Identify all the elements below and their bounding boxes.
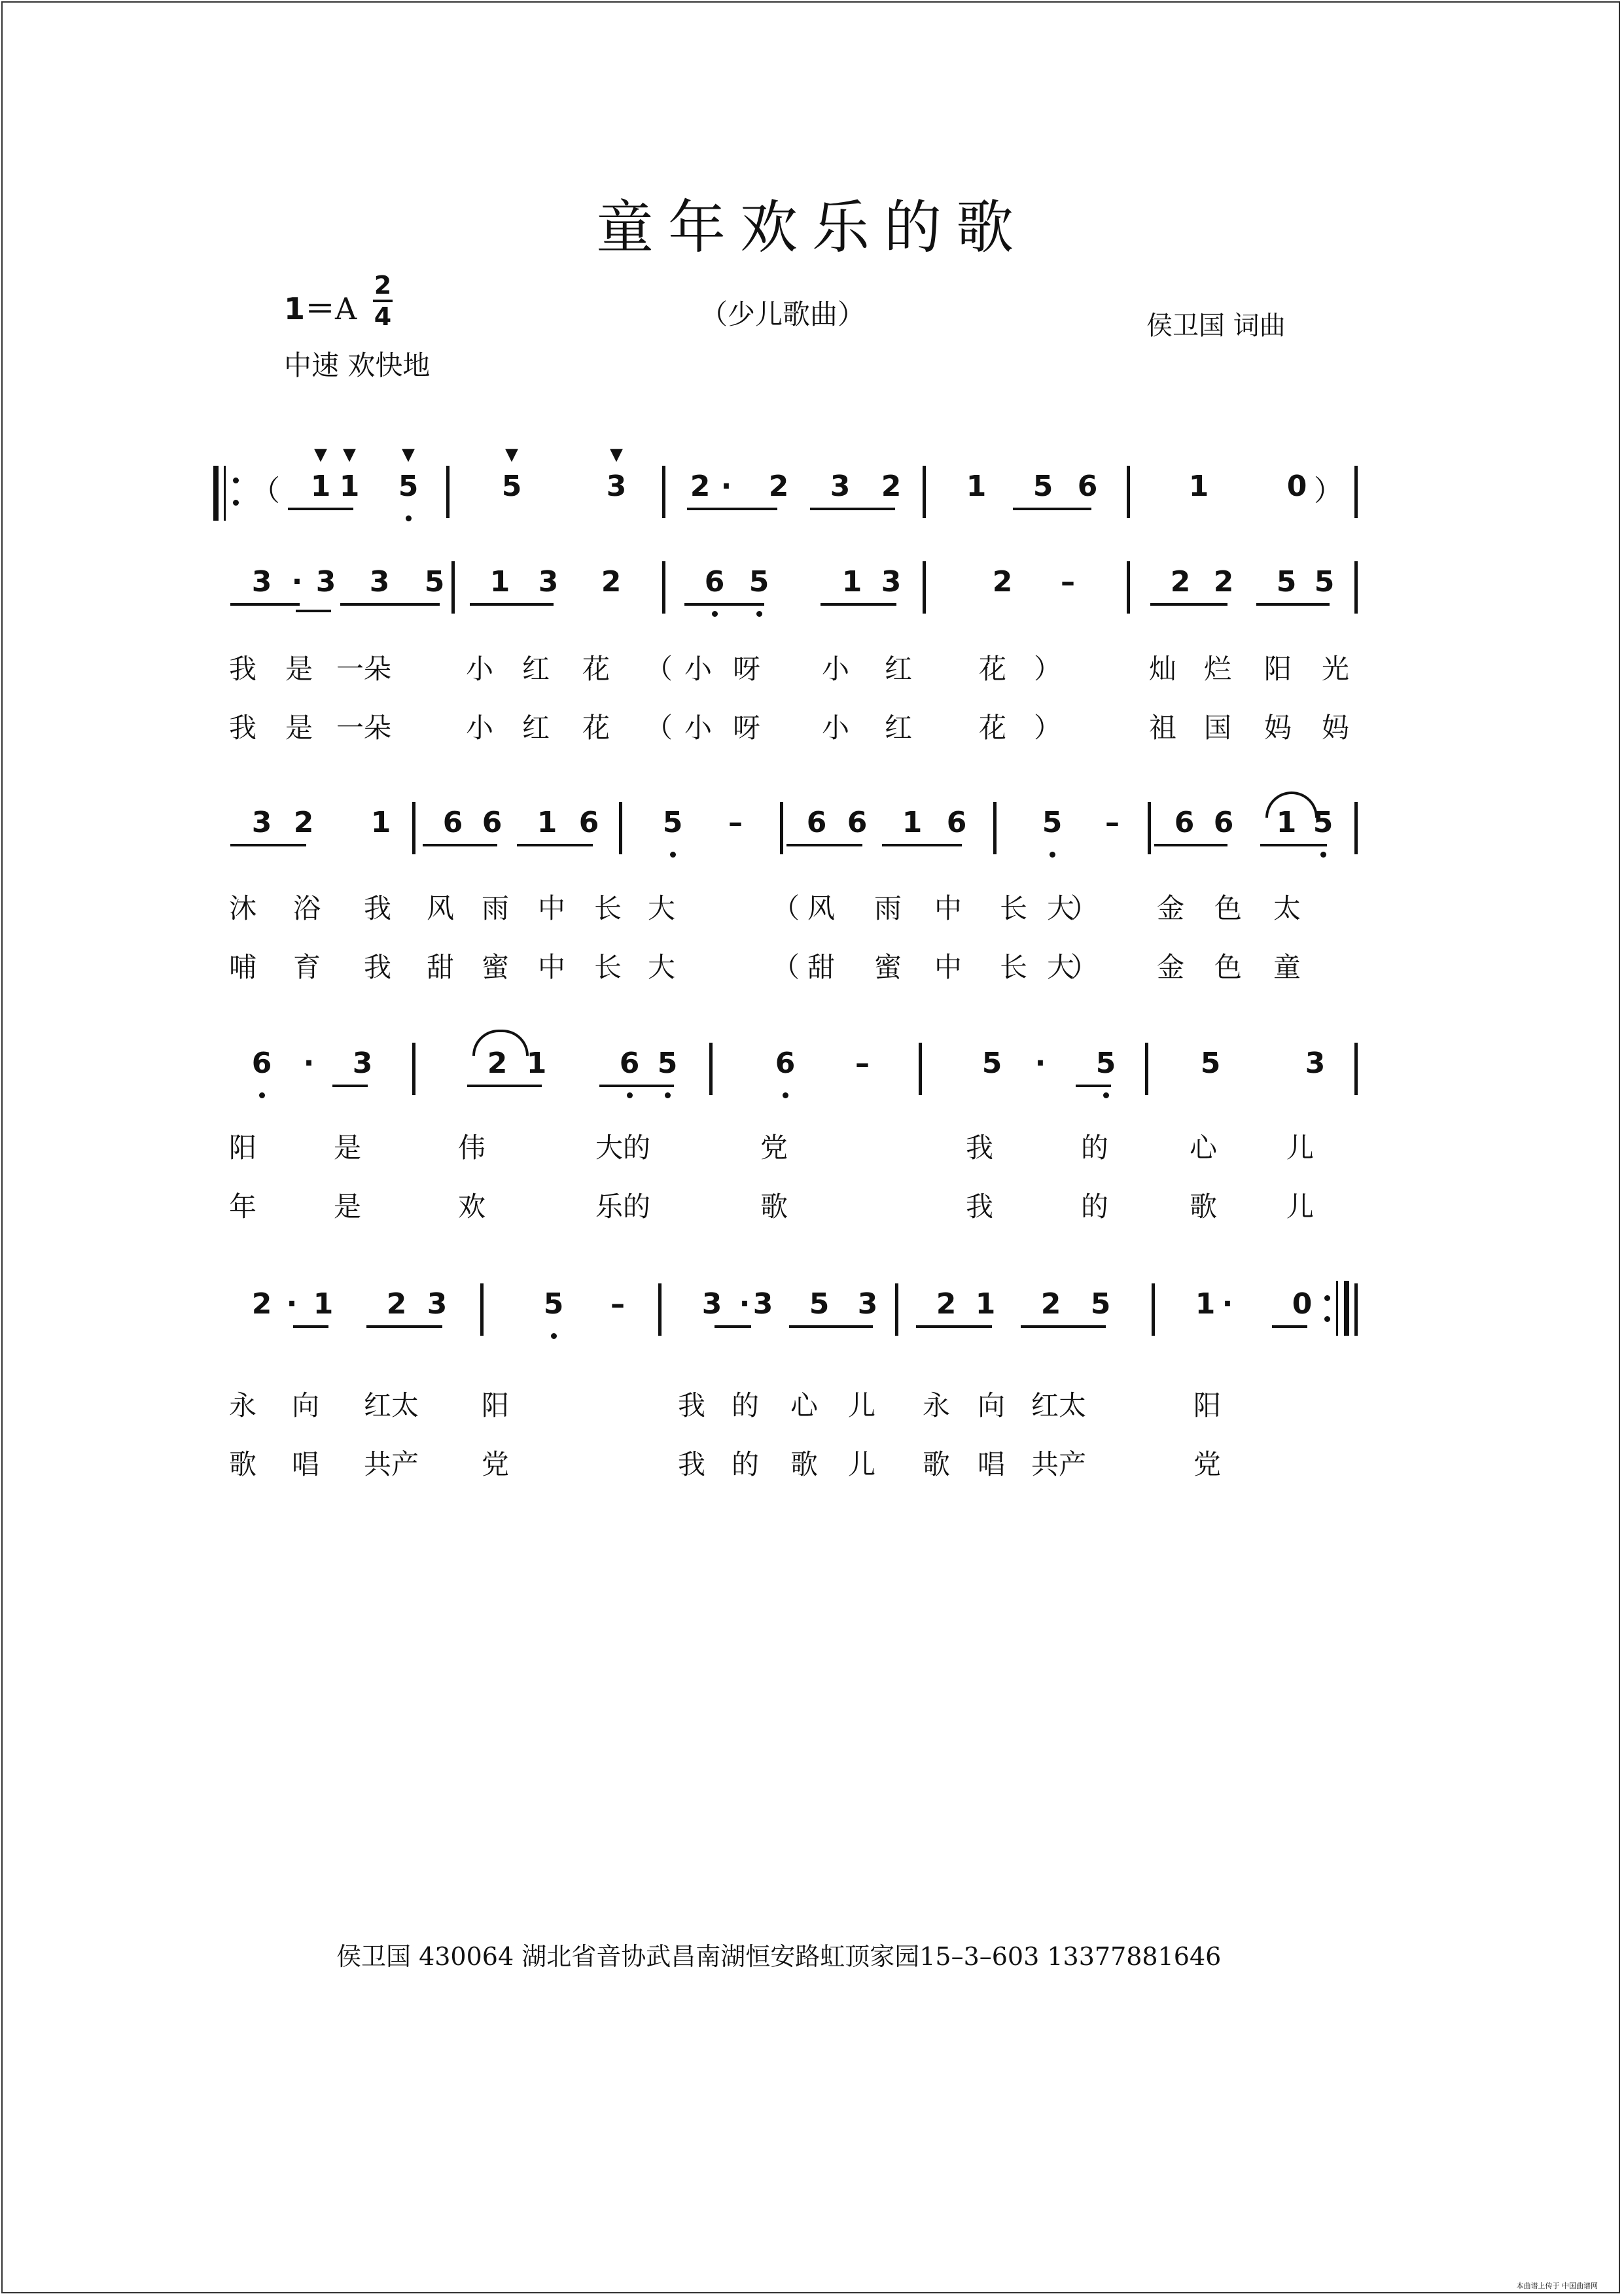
note: – [1061, 565, 1075, 599]
lyric-syllable: 光 [1322, 653, 1350, 685]
lyric-syllable: 小 [684, 653, 713, 685]
note: 5 [1276, 565, 1297, 599]
note: 6 [619, 1047, 640, 1080]
note: 5 [662, 806, 683, 839]
lyric-syllable: 共产 [1031, 1448, 1087, 1480]
note: 6 [1213, 806, 1234, 839]
note: 3 [606, 470, 627, 503]
note: 3 [830, 470, 851, 503]
note: 1 [1188, 470, 1209, 503]
lyric-syllable: 儿 [1286, 1191, 1315, 1223]
lyric-syllable: 心 [790, 1389, 819, 1421]
beam-underline [1021, 1325, 1106, 1328]
beam-underline [1076, 1085, 1111, 1087]
lyric-syllable: 歌 [790, 1448, 819, 1480]
lyric-syllable: 灿 [1149, 653, 1177, 685]
lyric-syllable: 一朵 [336, 712, 392, 744]
beam-underline [789, 1325, 873, 1328]
octave-dot [406, 515, 412, 521]
lyric-syllable: 妈 [1264, 712, 1292, 744]
note: 2 [487, 1047, 508, 1080]
lyric-syllable: 我 [229, 653, 257, 685]
note: 5 [1313, 806, 1333, 839]
note: 2 [251, 1287, 272, 1321]
lyric-syllable: 唱 [978, 1448, 1006, 1480]
octave-dot [712, 611, 718, 617]
note: 5 [501, 470, 522, 503]
note: 3 [369, 565, 390, 599]
note: 2 [1040, 1287, 1061, 1321]
lyric-syllable: 小 [466, 653, 494, 685]
end-bar-thin [1336, 1281, 1338, 1336]
accent-mark: ▼ [343, 445, 356, 464]
beam-underline-double [296, 610, 331, 612]
time-signature [373, 272, 393, 330]
lyric-syllable: 我 [364, 892, 392, 924]
note: 3 [427, 1287, 448, 1321]
barline [1145, 1043, 1148, 1095]
note: 3 [315, 565, 336, 599]
note: 5 [1042, 806, 1063, 839]
beam-underline [332, 1085, 368, 1087]
note: 2 [293, 806, 314, 839]
repeat-dot [233, 478, 239, 483]
author-credit: 侯卫国 词曲 [1146, 311, 1286, 341]
note: 6 [847, 806, 868, 839]
note: 3 [538, 565, 559, 599]
lyric-syllable: 我 [966, 1191, 994, 1223]
note: – [1105, 806, 1120, 839]
lyric-syllable: 色 [1214, 892, 1243, 924]
lyric-syllable: 我 [229, 712, 257, 744]
lyric-syllable: 阳 [229, 1132, 257, 1164]
lyric-syllable: 歌 [229, 1448, 257, 1480]
note: 6 [1077, 470, 1098, 503]
note: 5 [1314, 565, 1335, 599]
barline [619, 802, 622, 854]
lyric-syllable: （ [772, 892, 800, 924]
lyric-syllable: 太 [1273, 892, 1301, 924]
barline [1354, 561, 1358, 614]
lyric-syllable: 小 [822, 653, 850, 685]
note: 1 [975, 1287, 996, 1321]
lyric-syllable: 的 [732, 1448, 760, 1480]
note: · [1034, 1047, 1046, 1080]
repeat-bar-thick [213, 466, 219, 521]
lyric-syllable: 甜 [807, 951, 836, 983]
barline [1354, 1283, 1358, 1336]
lyric-syllable: 阳 [1193, 1389, 1222, 1421]
lyric-syllable: 的 [732, 1389, 760, 1421]
lyric-syllable: 哺 [229, 951, 257, 983]
note: 5 [424, 565, 445, 599]
note: 6 [442, 806, 463, 839]
beam-underline [684, 603, 764, 606]
note: 2 [1213, 565, 1234, 599]
lyric-syllable: 永 [923, 1389, 951, 1421]
note: 3 [1305, 1047, 1326, 1080]
beam-underline [687, 508, 777, 510]
lyric-syllable: 祖 [1149, 712, 1177, 744]
note: – [728, 806, 743, 839]
lyric-syllable: 党 [1193, 1448, 1222, 1480]
lyric-syllable: 长 [594, 892, 622, 924]
lyric-syllable: 中 [538, 951, 566, 983]
lyric-syllable: 金 [1157, 892, 1185, 924]
lyric-syllable: 蜜 [482, 951, 510, 983]
note: 3 [251, 565, 272, 599]
note: 1 [313, 1287, 334, 1321]
barline [1354, 802, 1358, 854]
barline [1148, 802, 1151, 854]
lyric-syllable: 中 [538, 892, 566, 924]
beam-underline [1150, 603, 1227, 606]
lyric-syllable: 儿 [1286, 1132, 1315, 1164]
beam-underline [423, 844, 497, 846]
paren-open: （ [251, 474, 280, 508]
lyric-syllable: 乐的 [595, 1191, 651, 1223]
barline [412, 1043, 415, 1095]
note: 6 [806, 806, 827, 839]
barline [1127, 561, 1130, 614]
lyric-syllable: 国 [1204, 712, 1232, 744]
lyric-syllable: 风 [427, 892, 455, 924]
note: 5 [1200, 1047, 1221, 1080]
song-title: 童年欢乐的歌 [595, 194, 1028, 261]
beam-underline [293, 1325, 328, 1328]
lyric-syllable: 歌 [1190, 1191, 1218, 1223]
lyric-syllable: 妈 [1322, 712, 1350, 744]
note: 3 [857, 1287, 878, 1321]
lyric-syllable: 长 [1000, 951, 1028, 983]
note: 1 [339, 470, 360, 503]
lyric-syllable: 大 [1047, 951, 1075, 983]
note: 2 [1170, 565, 1191, 599]
lyric-syllable: 育 [293, 951, 321, 983]
octave-dot [627, 1092, 633, 1098]
lyric-syllable: 向 [292, 1389, 320, 1421]
lyric-syllable: 欢 [458, 1191, 486, 1223]
lyric-syllable: 伟 [458, 1132, 486, 1164]
beam-underline [1272, 1325, 1307, 1328]
barline [895, 1283, 898, 1336]
note: 6 [1174, 806, 1195, 839]
note: 1 [489, 565, 510, 599]
lyric-syllable: 一朵 [336, 653, 392, 685]
note: · [286, 1287, 298, 1321]
lyric-syllable: 花 [979, 712, 1007, 744]
lyric-syllable: 向 [978, 1389, 1006, 1421]
note: 1 [902, 806, 923, 839]
lyric-syllable: ） [1034, 653, 1062, 685]
lyric-syllable: 是 [334, 1191, 362, 1223]
lyric-syllable: 大的 [595, 1132, 651, 1164]
octave-dot [1103, 1092, 1109, 1098]
upload-credit: 本曲谱上传于 中国曲谱网 [1516, 2282, 1598, 2290]
note: 1 [966, 470, 987, 503]
lyric-syllable: 是 [334, 1132, 362, 1164]
note: 3 [752, 1287, 773, 1321]
lyric-syllable: 红 [885, 653, 913, 685]
octave-dot [1050, 852, 1055, 858]
note: 5 [749, 565, 769, 599]
lyric-syllable: 我 [364, 951, 392, 983]
repeat-bar-thin [224, 466, 226, 521]
lyric-syllable: 阳 [1264, 653, 1292, 685]
beam-underline [1154, 844, 1227, 846]
note: · [1222, 1287, 1233, 1321]
note: – [855, 1047, 870, 1080]
lyric-syllable: 花 [582, 712, 610, 744]
note: 5 [543, 1287, 564, 1321]
lyric-syllable: 雨 [874, 892, 902, 924]
note: 1 [310, 470, 331, 503]
lyric-syllable: 红 [885, 712, 913, 744]
beam-underline [470, 603, 554, 606]
lyric-syllable: 的 [1081, 1191, 1109, 1223]
note: · [291, 565, 303, 599]
lyric-syllable: 大 [648, 892, 676, 924]
note: 3 [251, 806, 272, 839]
beam-underline [288, 508, 353, 510]
note: 1 [537, 806, 557, 839]
note: 1 [526, 1047, 547, 1080]
key-note: A [335, 291, 357, 326]
beam-underline [517, 844, 593, 846]
lyric-syllable: 呀 [733, 653, 761, 685]
barline [1354, 466, 1358, 518]
barline [1152, 1283, 1155, 1336]
barline [446, 466, 450, 518]
lyric-syllable: 童 [1273, 951, 1301, 983]
note: 5 [1090, 1287, 1111, 1321]
note: 1 [370, 806, 391, 839]
lyric-syllable: 呀 [733, 712, 761, 744]
octave-dot [551, 1333, 557, 1339]
note: 2 [881, 470, 902, 503]
lyric-syllable: 阳 [482, 1389, 510, 1421]
beam-underline [230, 603, 300, 606]
subtitle: （少儿歌曲） [700, 298, 866, 330]
note: 2 [690, 470, 711, 503]
note: 3 [881, 565, 902, 599]
lyric-syllable: 歌 [923, 1448, 951, 1480]
note: · [739, 1287, 750, 1321]
octave-dot [670, 852, 676, 858]
beam-underline [366, 1325, 442, 1328]
barline [919, 1043, 922, 1095]
accent-mark: ▼ [402, 445, 415, 464]
note: 5 [1033, 470, 1053, 503]
note: 2 [992, 565, 1013, 599]
lyric-syllable: ） [1034, 712, 1062, 744]
barline [662, 561, 665, 614]
note: 3 [352, 1047, 373, 1080]
footer-contact: 侯卫国 430064 湖北省音协武昌南湖恒安路虹顶家园15–3–603 13377881646 [336, 1942, 1222, 1971]
lyric-syllable: 党 [760, 1132, 788, 1164]
note: · [303, 1047, 315, 1080]
lyric-syllable: 小 [822, 712, 850, 744]
lyric-syllable: 是 [285, 712, 313, 744]
lyric-syllable: 中 [934, 892, 962, 924]
barline [451, 561, 455, 614]
barline [662, 466, 665, 518]
note: 0 [1292, 1287, 1313, 1321]
barline [923, 466, 926, 518]
tempo-marking: 中速 欢快地 [284, 349, 431, 381]
beam-underline [230, 844, 306, 846]
key-signature [284, 285, 357, 328]
lyric-syllable: 中 [934, 951, 962, 983]
lyric-syllable: 永 [229, 1389, 257, 1421]
beam-underline [916, 1325, 992, 1328]
lyric-syllable: 心 [1190, 1132, 1218, 1164]
lyric-syllable: 共产 [364, 1448, 419, 1480]
lyric-syllable: 大 [1047, 892, 1075, 924]
beam-underline [786, 844, 862, 846]
barline [412, 802, 415, 854]
note: 5 [809, 1287, 830, 1321]
note: 2 [601, 565, 622, 599]
note: – [610, 1287, 625, 1321]
barline [480, 1283, 484, 1336]
lyric-syllable: 儿 [848, 1389, 876, 1421]
lyric-syllable: 蜜 [874, 951, 902, 983]
beam-underline [1256, 603, 1330, 606]
octave-dot [783, 1092, 788, 1098]
beam-underline [1260, 844, 1327, 846]
note: 2 [386, 1287, 407, 1321]
lyric-syllable: 浴 [293, 892, 321, 924]
note: 0 [1286, 470, 1307, 503]
repeat-dot [1324, 1295, 1330, 1301]
lyric-syllable: 长 [1000, 892, 1028, 924]
beam-underline [810, 508, 895, 510]
note: 5 [1095, 1047, 1116, 1080]
note: 6 [578, 806, 599, 839]
note: 2 [936, 1287, 957, 1321]
paren-close: ） [1314, 474, 1343, 508]
note: 6 [946, 806, 967, 839]
key-prefix: 1＝ [284, 291, 336, 326]
lyric-syllable: 花 [979, 653, 1007, 685]
beam-underline [1013, 508, 1091, 510]
lyric-syllable: ） [1070, 951, 1099, 983]
note: 3 [701, 1287, 722, 1321]
lyric-syllable: 年 [229, 1191, 257, 1223]
lyric-syllable: 党 [482, 1448, 510, 1480]
note: 6 [704, 565, 725, 599]
octave-dot [756, 611, 762, 617]
barline [658, 1283, 662, 1336]
octave-dot [259, 1092, 265, 1098]
note: 5 [398, 470, 419, 503]
lyric-syllable: 我 [678, 1448, 706, 1480]
lyric-syllable: 红太 [1031, 1389, 1087, 1421]
lyric-syllable: 沐 [229, 892, 257, 924]
lyric-syllable: 甜 [427, 951, 455, 983]
note: 6 [251, 1047, 272, 1080]
beam-underline [882, 844, 962, 846]
beam-underline [599, 1085, 674, 1087]
lyric-syllable: 歌 [760, 1191, 788, 1223]
octave-dot [665, 1092, 671, 1098]
lyric-syllable: 红太 [364, 1389, 419, 1421]
meter-bottom: 4 [374, 302, 392, 331]
lyric-syllable: 小 [684, 712, 713, 744]
meter-top: 2 [374, 271, 392, 300]
barline [709, 1043, 713, 1095]
barline [993, 802, 997, 854]
accent-mark: ▼ [610, 445, 623, 464]
lyric-syllable: 烂 [1204, 653, 1232, 685]
beam-underline [467, 1085, 542, 1087]
note: · [720, 470, 732, 503]
lyric-syllable: 我 [678, 1389, 706, 1421]
lyric-syllable: 是 [285, 653, 313, 685]
lyric-syllable: 唱 [292, 1448, 320, 1480]
lyric-syllable: 花 [582, 653, 610, 685]
lyric-syllable: 儿 [848, 1448, 876, 1480]
repeat-dot [233, 500, 239, 506]
barline [1127, 466, 1130, 518]
lyric-syllable: 红 [522, 653, 550, 685]
lyric-syllable: 我 [966, 1132, 994, 1164]
lyric-syllable: （ [772, 951, 800, 983]
lyric-syllable: 的 [1081, 1132, 1109, 1164]
note: 6 [775, 1047, 796, 1080]
octave-dot [1320, 852, 1326, 858]
note: 2 [768, 470, 789, 503]
repeat-dot [1324, 1316, 1330, 1322]
lyric-syllable: 风 [807, 892, 836, 924]
note: 1 [1276, 806, 1297, 839]
beam-underline [340, 603, 440, 606]
barline [1354, 1043, 1358, 1095]
end-bar-thick [1344, 1281, 1349, 1336]
lyric-syllable: （ [645, 653, 673, 685]
barline [780, 802, 783, 854]
lyric-syllable: 大 [648, 951, 676, 983]
lyric-syllable: 小 [466, 712, 494, 744]
accent-mark: ▼ [314, 445, 327, 464]
lyric-syllable: 色 [1214, 951, 1243, 983]
lyric-syllable: 金 [1157, 951, 1185, 983]
beam-underline [821, 603, 896, 606]
lyric-syllable: ） [1070, 892, 1099, 924]
lyric-syllable: 红 [522, 712, 550, 744]
lyric-syllable: 雨 [482, 892, 510, 924]
note: 1 [841, 565, 862, 599]
beam-underline [715, 1325, 751, 1328]
note: 6 [482, 806, 503, 839]
note: 1 [1195, 1287, 1216, 1321]
note: 5 [981, 1047, 1002, 1080]
accent-mark: ▼ [505, 445, 518, 464]
note: 5 [657, 1047, 678, 1080]
barline [923, 561, 926, 614]
lyric-syllable: 长 [594, 951, 622, 983]
lyric-syllable: （ [645, 712, 673, 744]
